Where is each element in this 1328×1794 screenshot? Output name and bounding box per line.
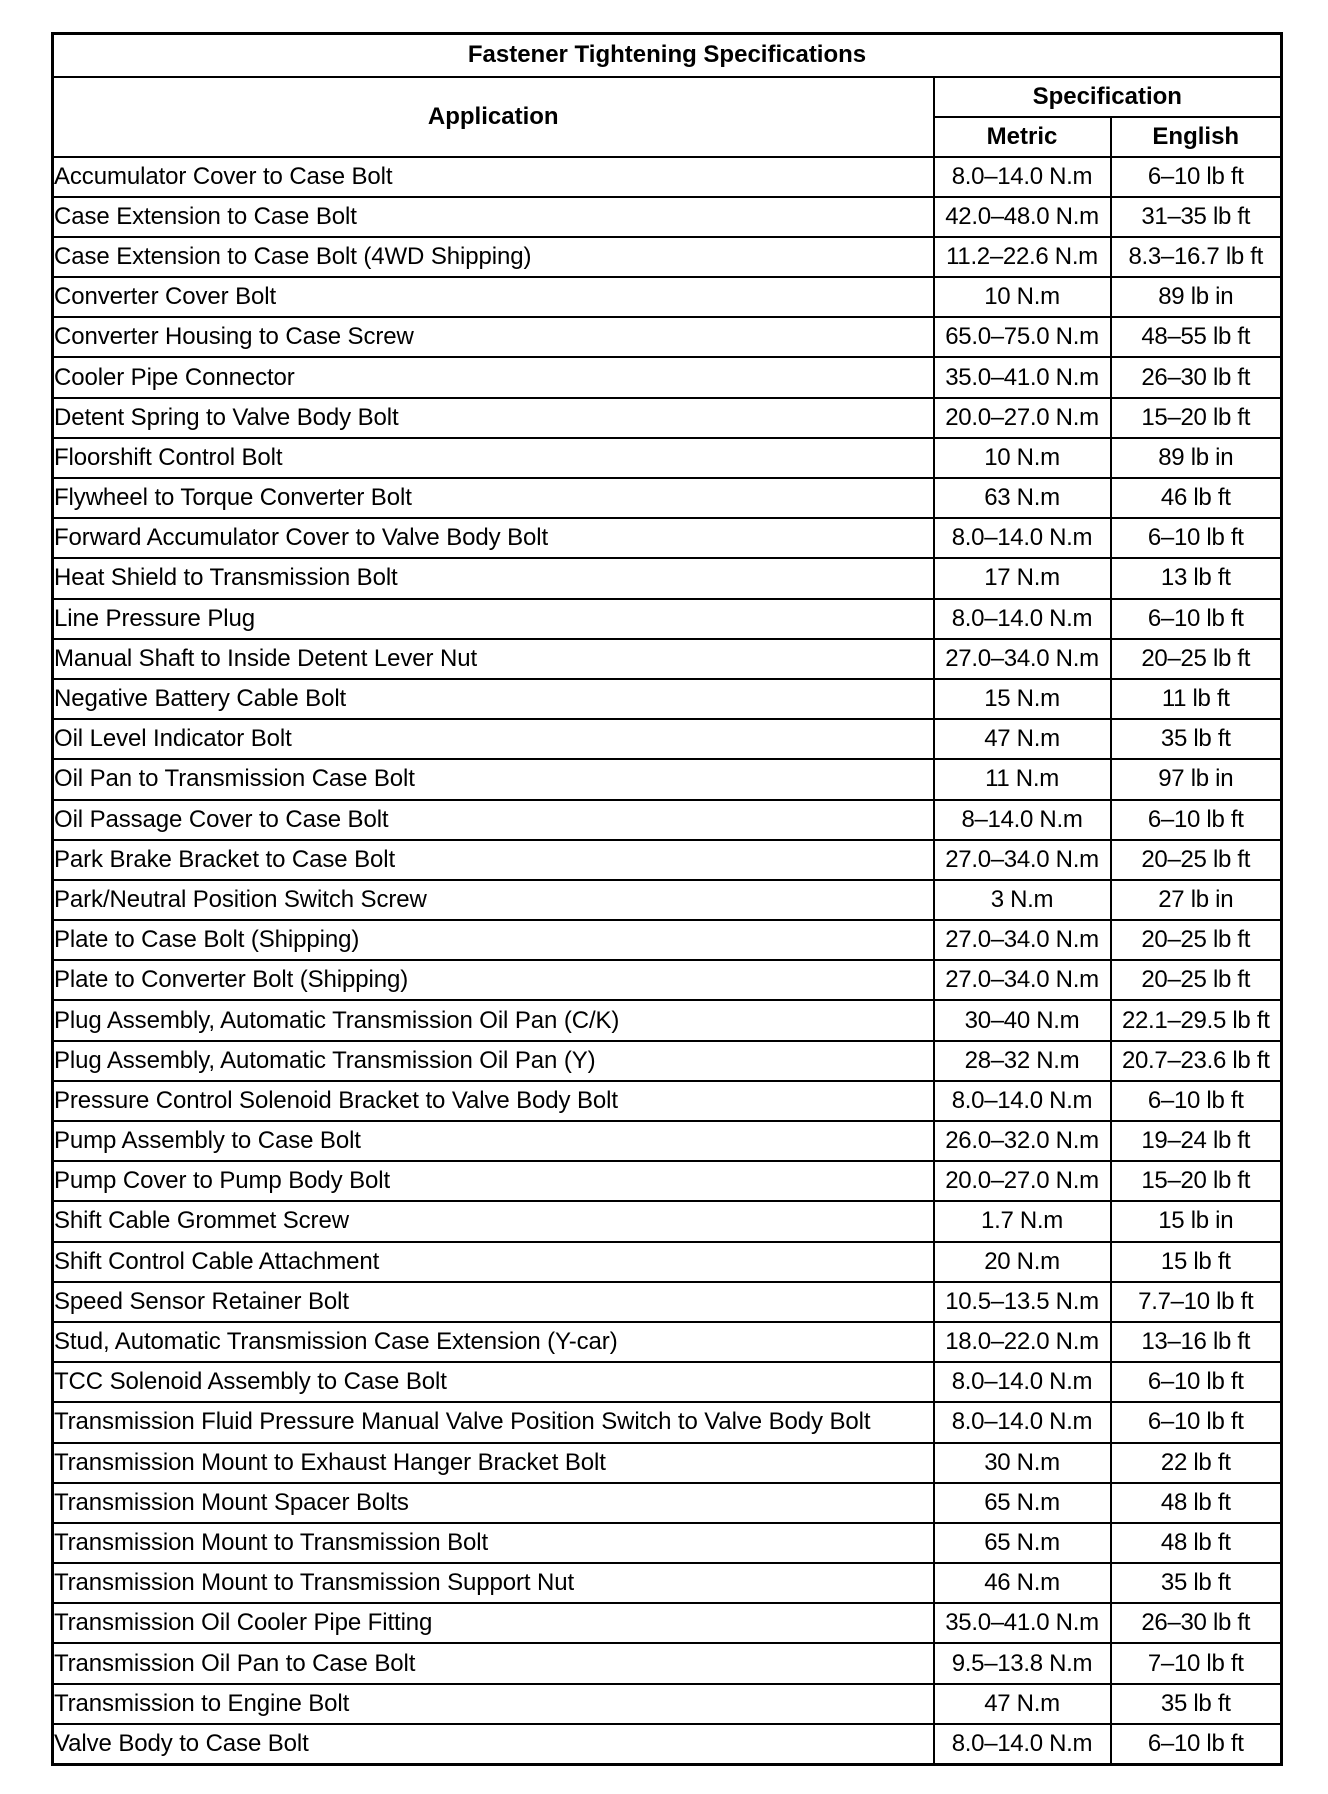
application-cell: Line Pressure Plug [53, 599, 934, 639]
application-cell: Plate to Case Bolt (Shipping) [53, 920, 934, 960]
english-cell: 26–30 lb ft [1111, 1603, 1282, 1643]
english-cell: 22.1–29.5 lb ft [1111, 1000, 1282, 1040]
english-cell: 19–24 lb ft [1111, 1121, 1282, 1161]
table-row [53, 1684, 1282, 1724]
application-cell: Plug Assembly, Automatic Transmission Oil Pan (C/K) [53, 1000, 934, 1040]
table-row [53, 398, 1282, 438]
metric-cell: 18.0–22.0 N.m [934, 1322, 1111, 1362]
english-cell: 7–10 lb ft [1111, 1643, 1282, 1683]
english-cell: 22 lb ft [1111, 1443, 1282, 1483]
application-cell: Transmission Oil Cooler Pipe Fitting [53, 1603, 934, 1643]
table-row [53, 679, 1282, 719]
metric-cell: 42.0–48.0 N.m [934, 197, 1111, 237]
application-header: Application [53, 77, 934, 157]
english-cell: 6–10 lb ft [1111, 518, 1282, 558]
english-cell: 6–10 lb ft [1111, 1081, 1282, 1121]
metric-cell: 35.0–41.0 N.m [934, 357, 1111, 397]
english-cell: 20–25 lb ft [1111, 920, 1282, 960]
english-cell: 89 lb in [1111, 438, 1282, 478]
table-row [53, 1563, 1282, 1603]
metric-cell: 47 N.m [934, 1684, 1111, 1724]
table-row [53, 1402, 1282, 1442]
english-cell: 27 lb in [1111, 880, 1282, 920]
english-cell: 20–25 lb ft [1111, 840, 1282, 880]
metric-cell: 8.0–14.0 N.m [934, 1081, 1111, 1121]
english-cell: 48 lb ft [1111, 1523, 1282, 1563]
application-cell: Manual Shaft to Inside Detent Lever Nut [53, 639, 934, 679]
english-cell: 35 lb ft [1111, 1684, 1282, 1724]
metric-cell: 63 N.m [934, 478, 1111, 518]
table-row [53, 478, 1282, 518]
application-cell: Heat Shield to Transmission Bolt [53, 558, 934, 598]
application-cell: Detent Spring to Valve Body Bolt [53, 398, 934, 438]
table-row [53, 1201, 1282, 1241]
application-cell: Stud, Automatic Transmission Case Extension (Y-car) [53, 1322, 934, 1362]
table-row [53, 237, 1282, 277]
table-row [53, 800, 1282, 840]
english-cell: 20–25 lb ft [1111, 960, 1282, 1000]
table-row [53, 1041, 1282, 1081]
english-cell: 89 lb in [1111, 277, 1282, 317]
metric-cell: 8.0–14.0 N.m [934, 599, 1111, 639]
english-cell: 31–35 lb ft [1111, 197, 1282, 237]
table-row [53, 1643, 1282, 1683]
table-title: Fastener Tightening Specifications [53, 34, 1282, 77]
table-row [53, 1282, 1282, 1322]
application-cell: Cooler Pipe Connector [53, 357, 934, 397]
metric-cell: 8.0–14.0 N.m [934, 1402, 1111, 1442]
english-cell: 13 lb ft [1111, 558, 1282, 598]
metric-cell: 10 N.m [934, 277, 1111, 317]
title-row [53, 34, 1282, 77]
header-row-1 [53, 77, 1282, 117]
application-cell: Converter Cover Bolt [53, 277, 934, 317]
metric-cell: 27.0–34.0 N.m [934, 920, 1111, 960]
metric-cell: 15 N.m [934, 679, 1111, 719]
metric-cell: 11.2–22.6 N.m [934, 237, 1111, 277]
metric-cell: 8.0–14.0 N.m [934, 1362, 1111, 1402]
metric-cell: 46 N.m [934, 1563, 1111, 1603]
table-row [53, 960, 1282, 1000]
english-cell: 6–10 lb ft [1111, 1362, 1282, 1402]
application-cell: Flywheel to Torque Converter Bolt [53, 478, 934, 518]
metric-cell: 26.0–32.0 N.m [934, 1121, 1111, 1161]
english-cell: 6–10 lb ft [1111, 599, 1282, 639]
metric-cell: 3 N.m [934, 880, 1111, 920]
application-cell: Converter Housing to Case Screw [53, 317, 934, 357]
application-cell: Case Extension to Case Bolt [53, 197, 934, 237]
table-row [53, 157, 1282, 197]
english-cell: 15–20 lb ft [1111, 1161, 1282, 1201]
table-row [53, 1121, 1282, 1161]
application-cell: Transmission Mount to Transmission Bolt [53, 1523, 934, 1563]
metric-cell: 20.0–27.0 N.m [934, 398, 1111, 438]
application-cell: Pump Assembly to Case Bolt [53, 1121, 934, 1161]
fastener-spec-table [51, 32, 1283, 1766]
application-cell: Transmission Mount Spacer Bolts [53, 1483, 934, 1523]
application-cell: Plug Assembly, Automatic Transmission Oil Pan (Y) [53, 1041, 934, 1081]
english-header: English [1111, 117, 1282, 157]
english-cell: 20–25 lb ft [1111, 639, 1282, 679]
english-cell: 97 lb in [1111, 759, 1282, 799]
table-row [53, 438, 1282, 478]
metric-cell: 27.0–34.0 N.m [934, 639, 1111, 679]
metric-cell: 17 N.m [934, 558, 1111, 598]
metric-cell: 47 N.m [934, 719, 1111, 759]
table-row [53, 719, 1282, 759]
metric-cell: 9.5–13.8 N.m [934, 1643, 1111, 1683]
application-cell: Park/Neutral Position Switch Screw [53, 880, 934, 920]
metric-cell: 20 N.m [934, 1242, 1111, 1282]
metric-cell: 28–32 N.m [934, 1041, 1111, 1081]
application-cell: Negative Battery Cable Bolt [53, 679, 934, 719]
english-cell: 35 lb ft [1111, 1563, 1282, 1603]
table-row [53, 759, 1282, 799]
table-row [53, 1242, 1282, 1282]
english-cell: 6–10 lb ft [1111, 1724, 1282, 1764]
table-row [53, 1603, 1282, 1643]
english-cell: 6–10 lb ft [1111, 800, 1282, 840]
english-cell: 15 lb in [1111, 1201, 1282, 1241]
application-cell: Pressure Control Solenoid Bracket to Valve Body Bolt [53, 1081, 934, 1121]
table-row [53, 197, 1282, 237]
metric-cell: 27.0–34.0 N.m [934, 960, 1111, 1000]
table-row [53, 880, 1282, 920]
metric-cell: 27.0–34.0 N.m [934, 840, 1111, 880]
english-cell: 13–16 lb ft [1111, 1322, 1282, 1362]
application-cell: Transmission Oil Pan to Case Bolt [53, 1643, 934, 1683]
english-cell: 26–30 lb ft [1111, 357, 1282, 397]
metric-cell: 10 N.m [934, 438, 1111, 478]
english-cell: 7.7–10 lb ft [1111, 1282, 1282, 1322]
metric-cell: 65.0–75.0 N.m [934, 317, 1111, 357]
table-row [53, 1081, 1282, 1121]
application-cell: Accumulator Cover to Case Bolt [53, 157, 934, 197]
table-row [53, 277, 1282, 317]
application-cell: Plate to Converter Bolt (Shipping) [53, 960, 934, 1000]
application-cell: Transmission Mount to Exhaust Hanger Bracket Bolt [53, 1443, 934, 1483]
application-cell: Forward Accumulator Cover to Valve Body Bolt [53, 518, 934, 558]
table-row [53, 1724, 1282, 1764]
english-cell: 15 lb ft [1111, 1242, 1282, 1282]
english-cell: 6–10 lb ft [1111, 157, 1282, 197]
application-cell: Oil Pan to Transmission Case Bolt [53, 759, 934, 799]
table-row [53, 1362, 1282, 1402]
application-cell: Pump Cover to Pump Body Bolt [53, 1161, 934, 1201]
application-cell: Valve Body to Case Bolt [53, 1724, 934, 1764]
table-row [53, 1443, 1282, 1483]
english-cell: 8.3–16.7 lb ft [1111, 237, 1282, 277]
metric-cell: 30–40 N.m [934, 1000, 1111, 1040]
metric-cell: 35.0–41.0 N.m [934, 1603, 1111, 1643]
table-row [53, 1161, 1282, 1201]
metric-cell: 8.0–14.0 N.m [934, 1724, 1111, 1764]
english-cell: 6–10 lb ft [1111, 1402, 1282, 1442]
english-cell: 46 lb ft [1111, 478, 1282, 518]
table-row [53, 1483, 1282, 1523]
english-cell: 15–20 lb ft [1111, 398, 1282, 438]
english-cell: 20.7–23.6 lb ft [1111, 1041, 1282, 1081]
application-cell: Park Brake Bracket to Case Bolt [53, 840, 934, 880]
application-cell: Transmission Fluid Pressure Manual Valve Position Switch to Valve Body Bolt [53, 1402, 934, 1442]
metric-cell: 8.0–14.0 N.m [934, 157, 1111, 197]
metric-cell: 1.7 N.m [934, 1201, 1111, 1241]
application-cell: Oil Passage Cover to Case Bolt [53, 800, 934, 840]
table-row [53, 317, 1282, 357]
table-row [53, 518, 1282, 558]
table-row [53, 1322, 1282, 1362]
metric-cell: 8.0–14.0 N.m [934, 518, 1111, 558]
metric-cell: 10.5–13.5 N.m [934, 1282, 1111, 1322]
metric-cell: 11 N.m [934, 759, 1111, 799]
english-cell: 11 lb ft [1111, 679, 1282, 719]
table-body [53, 157, 1282, 1765]
english-cell: 48–55 lb ft [1111, 317, 1282, 357]
english-cell: 48 lb ft [1111, 1483, 1282, 1523]
application-cell: Transmission Mount to Transmission Support Nut [53, 1563, 934, 1603]
application-cell: Case Extension to Case Bolt (4WD Shipping) [53, 237, 934, 277]
english-cell: 35 lb ft [1111, 719, 1282, 759]
table-row [53, 920, 1282, 960]
metric-cell: 8–14.0 N.m [934, 800, 1111, 840]
table-row [53, 558, 1282, 598]
table-row [53, 599, 1282, 639]
application-cell: Transmission to Engine Bolt [53, 1684, 934, 1724]
application-cell: Oil Level Indicator Bolt [53, 719, 934, 759]
metric-header: Metric [934, 117, 1111, 157]
table-row [53, 357, 1282, 397]
table-row [53, 1523, 1282, 1563]
table-row [53, 639, 1282, 679]
metric-cell: 30 N.m [934, 1443, 1111, 1483]
metric-cell: 65 N.m [934, 1523, 1111, 1563]
application-cell: TCC Solenoid Assembly to Case Bolt [53, 1362, 934, 1402]
application-cell: Shift Cable Grommet Screw [53, 1201, 934, 1241]
application-cell: Shift Control Cable Attachment [53, 1242, 934, 1282]
application-cell: Floorshift Control Bolt [53, 438, 934, 478]
specification-header: Specification [934, 77, 1282, 117]
metric-cell: 65 N.m [934, 1483, 1111, 1523]
table-row [53, 840, 1282, 880]
application-cell: Speed Sensor Retainer Bolt [53, 1282, 934, 1322]
table-row [53, 1000, 1282, 1040]
metric-cell: 20.0–27.0 N.m [934, 1161, 1111, 1201]
